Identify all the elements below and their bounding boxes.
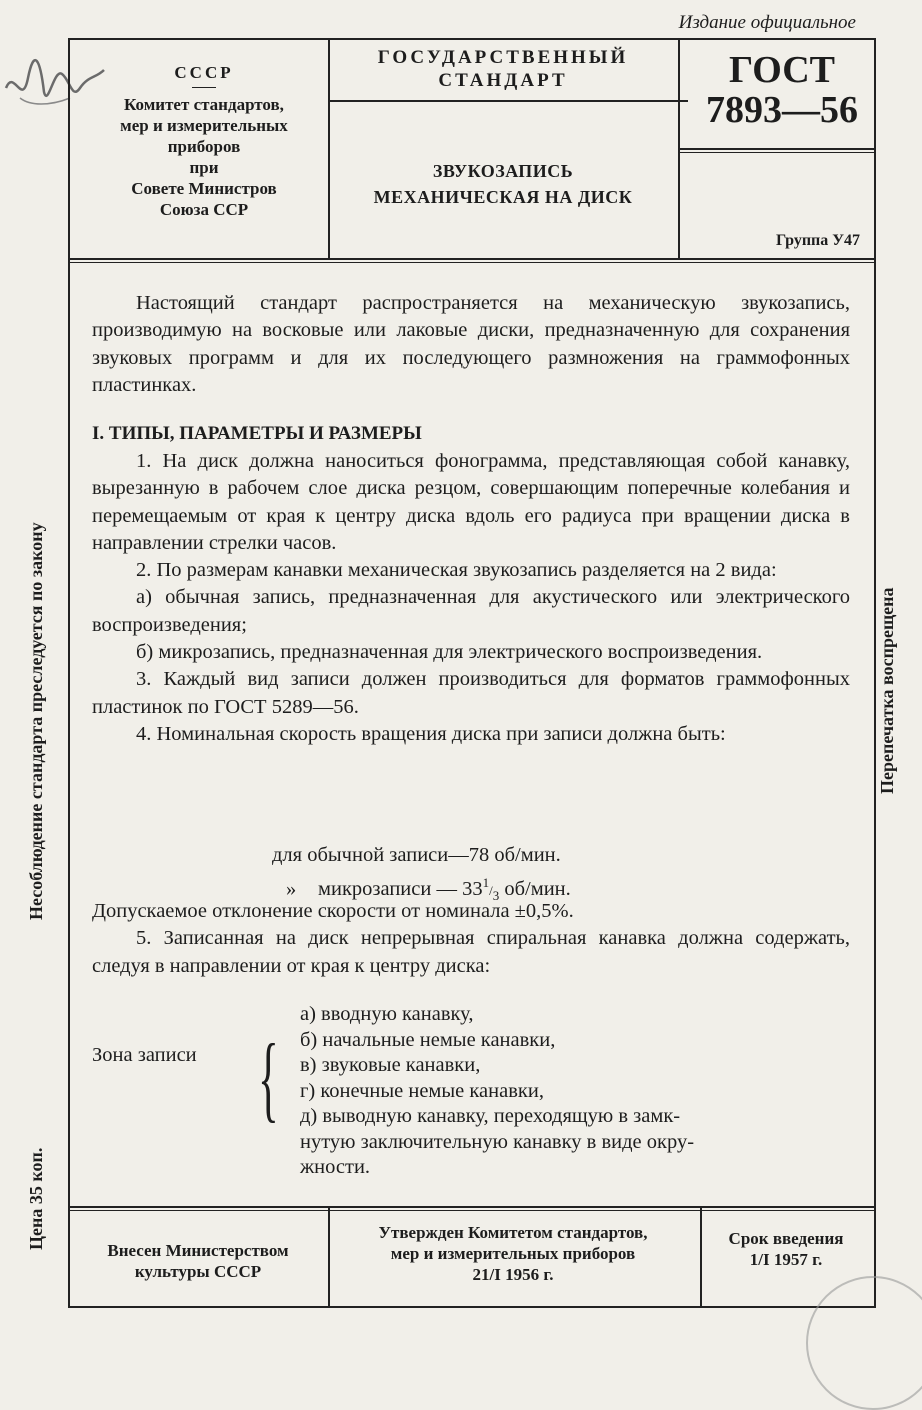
introduced-line: Внесен Министерством	[107, 1241, 289, 1260]
main-text	[92, 448, 850, 748]
intro-paragraph	[92, 290, 850, 399]
price-label: Цена 35 коп.	[26, 1147, 46, 1250]
speed-micro-value: микрозаписи — 33	[318, 877, 483, 900]
list-item: а) вводную канавку,	[300, 1003, 474, 1025]
list-item: г) конечные немые канавки,	[300, 1079, 544, 1102]
approved-line: 21/I 1956 г.	[472, 1265, 554, 1284]
title-line: МЕХАНИЧЕСКАЯ НА ДИСК	[373, 187, 633, 207]
reprint-notice: Перепечатка воспрещена	[877, 587, 897, 794]
intro-text: Настоящий стандарт распространяется на механическую звукозапись, производимую на восковые или лаковые диски, предназначенную для сохранения звуковых программ и для их последующего размножения на граммофонных пластинках.	[92, 292, 850, 396]
speed-normal: для обычной записи—78 об/мин.	[272, 844, 561, 866]
list-item: б) начальные немые канавки,	[300, 1028, 556, 1051]
divider	[70, 1210, 876, 1211]
effective-date	[700, 1228, 872, 1270]
state-standard-line: СТАНДАРТ	[438, 70, 568, 91]
divider	[678, 148, 876, 150]
list-item: д) выводную канавку, переходящую в замк-	[300, 1105, 681, 1127]
paragraph-5: 5. Записанная на диск непрерывная спиральная канавка должна содержать, следуя в направлении от края к центру диска:	[92, 927, 850, 977]
fraction-denominator: 3	[492, 887, 500, 903]
section-title: I. ТИПЫ, ПАРАМЕТРЫ И РАЗМЕРЫ	[92, 423, 422, 444]
committee-line: при	[189, 158, 219, 177]
introduced-by	[70, 1240, 326, 1282]
ussr-label: СССР	[174, 63, 234, 82]
zone-label: Зона записи	[92, 1044, 197, 1066]
approved-line: Утвержден Комитетом стандартов,	[378, 1223, 648, 1242]
text-continued	[92, 898, 850, 980]
committee-line: приборов	[167, 137, 241, 156]
approved-line: мер и измерительных приборов	[390, 1244, 636, 1263]
state-standard-heading	[330, 46, 676, 92]
official-edition-label: Издание официальное	[678, 12, 856, 33]
paragraph-4: 4. Номинальная скорость вращения диска при записи должна быть:	[136, 722, 726, 745]
committee-line: мер и измерительных	[120, 116, 288, 135]
committee-line: Совете Министров	[131, 179, 277, 198]
law-notice: Несоблюдение стандарта преследуется по закону	[26, 522, 46, 920]
list-item: нутую заключительную канавку в виде окру-	[300, 1130, 695, 1153]
paragraph-3: 3. Каждый вид записи должен производиться для форматов граммофонных пластинок по ГОСТ 5289—56.	[92, 668, 850, 718]
committee-line: Комитет стандартов,	[124, 95, 284, 114]
speed-micro: » микрозаписи — $33^1/_3$ об/мин.	[272, 869, 571, 909]
divider	[678, 152, 876, 153]
approved-by	[328, 1222, 698, 1285]
effective-line: 1/I 1957 г.	[749, 1250, 823, 1269]
introduced-line: культуры СССР	[134, 1262, 262, 1281]
fraction-numerator: 1	[482, 875, 490, 890]
gost-label: ГОСТ	[728, 49, 836, 91]
state-standard-line: ГОСУДАРСТВЕННЫЙ	[377, 47, 629, 68]
brace-icon: {	[258, 1024, 279, 1131]
divider	[70, 1206, 876, 1208]
document-title	[330, 158, 676, 210]
paragraph-2: 2. По размерам канавки механическая звукозапись разделяется на 2 вида:	[136, 559, 777, 582]
divider	[70, 262, 876, 263]
tolerance-text: Допускаемое отклонение скорости от номинала ±0,5%.	[92, 900, 574, 922]
gost-number	[690, 50, 874, 130]
speed-micro-unit: об/мин.	[504, 877, 571, 900]
divider	[330, 100, 688, 102]
paragraph-2a: а) обычная запись, предназначенная для акустического или электрического воспроизведения;	[92, 586, 850, 636]
committee-line: Союза ССР	[159, 200, 249, 219]
zone-list	[300, 1002, 850, 1181]
ditto-mark: »	[286, 877, 297, 900]
title-line: ЗВУКОЗАПИСЬ	[432, 161, 574, 181]
paragraph-1: 1. На диск должна наноситься фонограмма, представляющая собой канавку, вырезанную в рабочем слое диска резцом, совершающим поперечные колебания и перемещаемым от края к центру диска вдоль его радиуса при вращении диска в направлении стрелки часов.	[92, 450, 850, 554]
divider	[678, 40, 680, 260]
paragraph-2b: б) микрозапись, предназначенная для электрического воспроизведения.	[136, 641, 763, 664]
library-stamp	[806, 1276, 922, 1410]
dash	[192, 87, 216, 88]
effective-line: Срок введения	[728, 1229, 844, 1248]
list-item: в) звуковые канавки,	[300, 1054, 481, 1076]
divider	[70, 258, 876, 260]
gost-code: 7893—56	[706, 89, 858, 131]
list-item: жности.	[300, 1156, 371, 1178]
committee-block	[84, 62, 324, 220]
group-label: Группа У47	[775, 232, 860, 249]
